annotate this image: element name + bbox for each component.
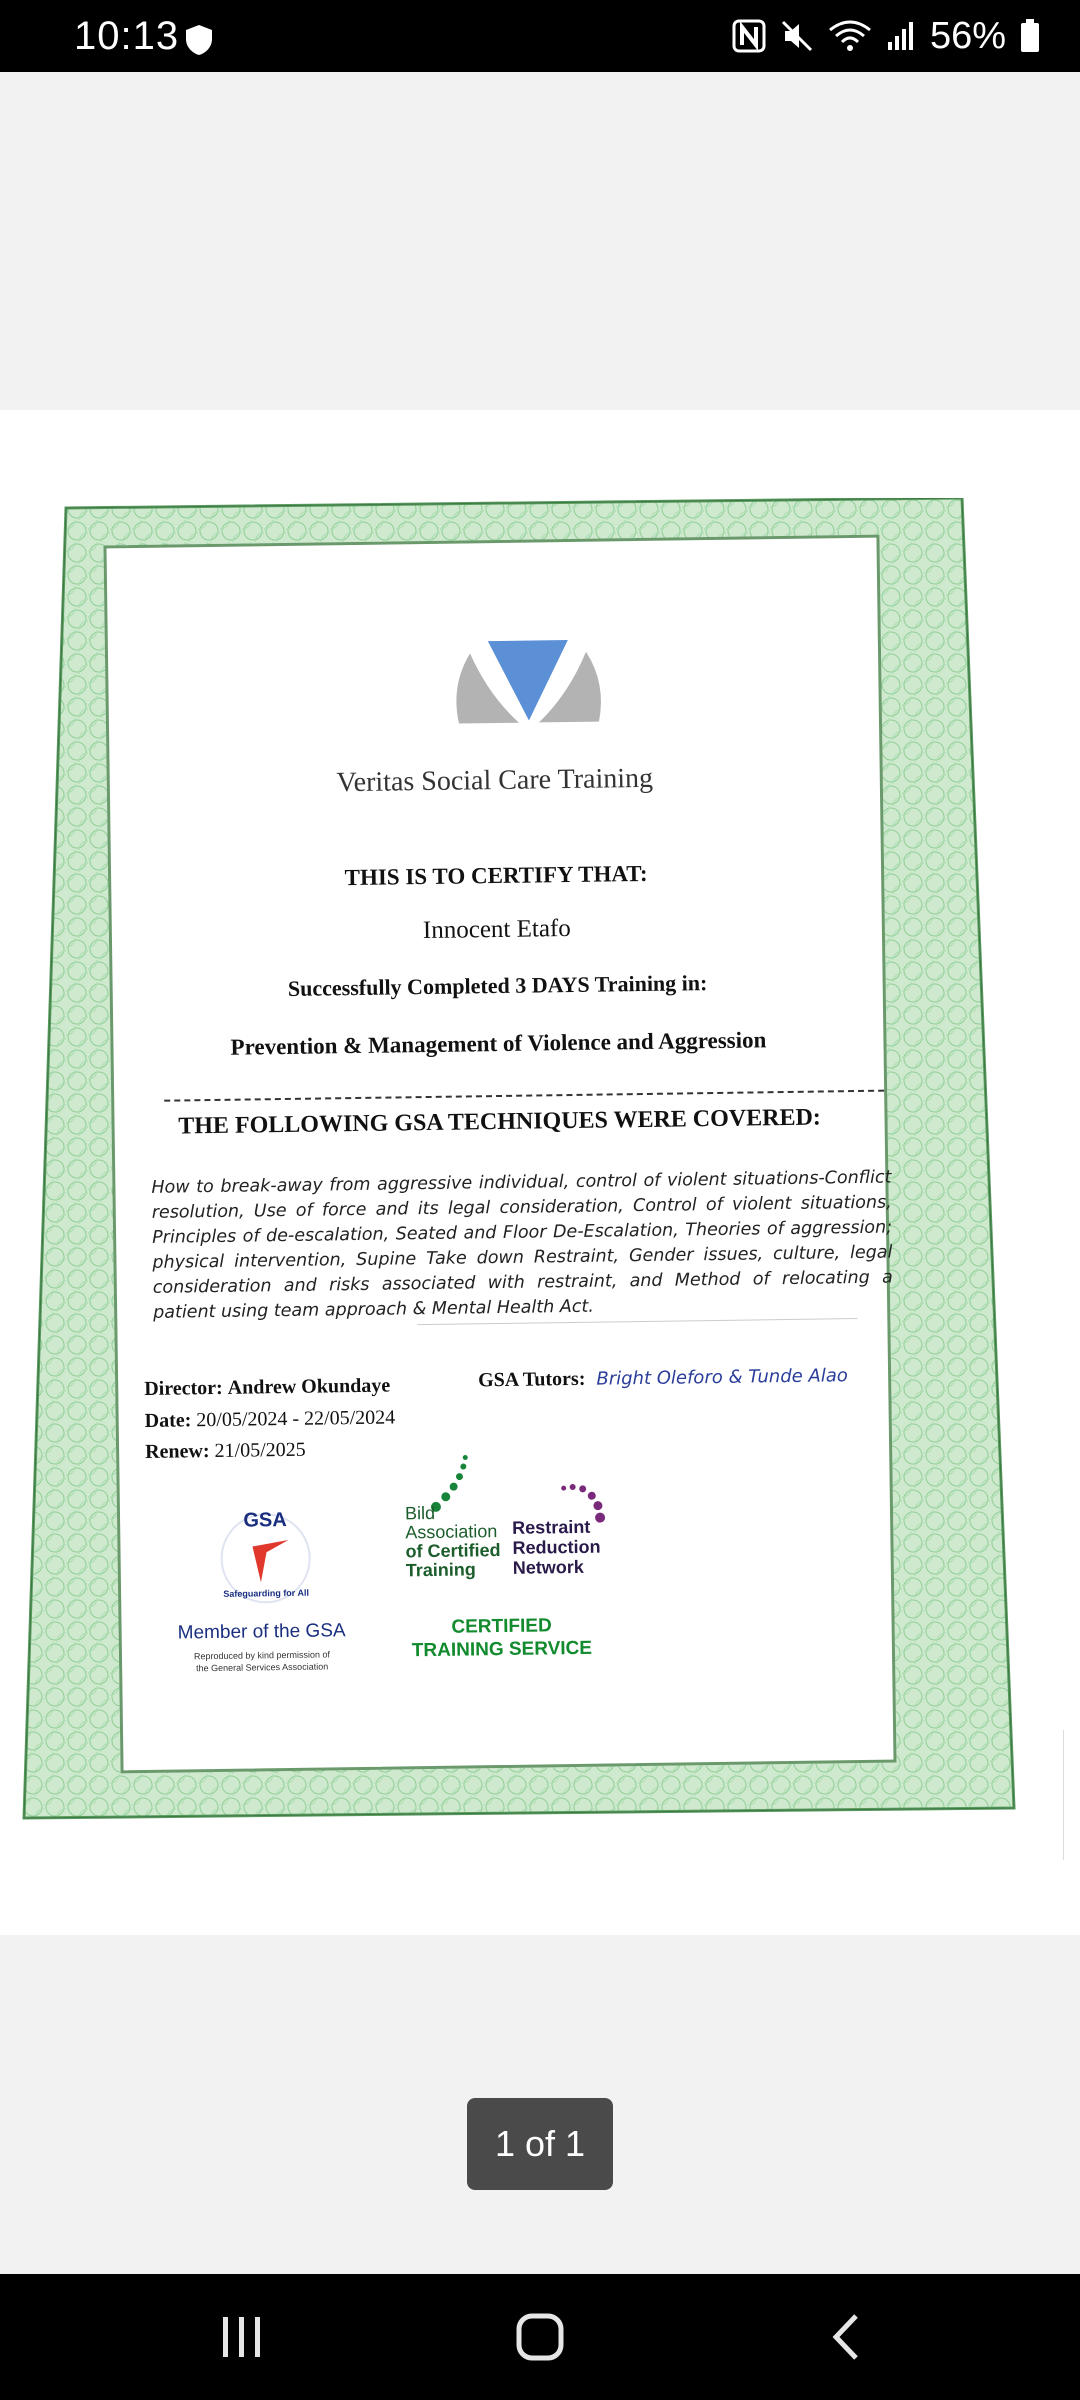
tutors-line (478, 1364, 848, 1392)
mute-icon (780, 19, 814, 53)
scanner-watermark (1063, 1730, 1074, 1860)
gsa-member: Member of the GSA (177, 1620, 346, 1644)
recents-icon (219, 2315, 265, 2359)
renew-value: 21/05/2025 (214, 1438, 306, 1463)
certified-line-2: TRAINING SERVICE (411, 1637, 593, 1662)
completed-line: Successfully Completed 3 DAYS Training in: (287, 970, 708, 1001)
date-value: 20/05/2024 - 22/05/2024 (196, 1406, 396, 1432)
renew-line (145, 1439, 306, 1464)
org-name: Veritas Social Care Training (336, 762, 654, 799)
status-time: 10:13 (74, 14, 180, 58)
director-line (144, 1375, 390, 1401)
back-button[interactable] (745, 2274, 945, 2400)
back-icon (830, 2312, 860, 2362)
director-name: Andrew Okundaye (227, 1374, 391, 1399)
techniques-heading: THE FOLLOWING GSA TECHNIQUES WERE COVERED: (178, 1104, 822, 1140)
gsa-member-sub (162, 1648, 362, 1675)
certified-line-1: CERTIFIED (451, 1615, 552, 1638)
gsa-logo-sub: Safeguarding for All (223, 1587, 310, 1599)
renew-label: Renew: (144, 1440, 210, 1463)
recents-button[interactable] (142, 2274, 342, 2400)
bild-line-1: Bild (404, 1502, 436, 1524)
home-icon (515, 2312, 565, 2362)
battery-percent: 56% (929, 14, 1006, 57)
director-label: Director: (144, 1376, 223, 1400)
bild-line-2: Association (405, 1521, 498, 1543)
course-title: Prevention & Management of Violence and Aggression (230, 1027, 767, 1060)
signal-icon (886, 20, 916, 52)
home-button[interactable] (440, 2274, 640, 2400)
tutors-value: Bright Oleforo & Tunde Alao (596, 1365, 848, 1390)
bild-line-4: Training (405, 1559, 476, 1581)
wifi-icon (828, 18, 872, 54)
gsa-member-sub-2: the General Services Association (196, 1661, 329, 1674)
certificate (0, 498, 1018, 1824)
rrn-line-3: Network (512, 1556, 584, 1578)
certificate-content (103, 535, 896, 1774)
veritas-logo-icon (448, 633, 609, 735)
document-page[interactable] (0, 410, 1080, 1935)
certified-training-service (401, 1614, 602, 1663)
date-label: Date: (144, 1409, 192, 1432)
dashed-divider (164, 1090, 884, 1102)
gsa-logo-icon (200, 1495, 332, 1617)
status-icons (732, 12, 1040, 60)
page-indicator: 1 of 1 (467, 2098, 613, 2190)
shield-icon (185, 24, 213, 56)
battery-icon (1020, 19, 1040, 53)
date-line (145, 1406, 396, 1432)
rrn-line-2: Reduction (512, 1536, 601, 1558)
techniques-body: How to break-away from aggressive individual, control of violent situations-Conflict resolution, Use of force and its legal consideration, Control of violent situations, Principles of de-escalation, Seated and Floor De-Escalation, Theories of aggression; physical intervention, Supine Take down Restraint, Gender issues, culture, legal consideration and risks associated with restraint, and Method of relocating a patient using team approach & Mental Health Act. (151, 1167, 893, 1323)
bild-line-3: of Certified (405, 1540, 501, 1562)
certify-line: THIS IS TO CERTIFY THAT: (344, 860, 648, 891)
rrn-text (512, 1517, 601, 1578)
tutors-label: GSA Tutors: (478, 1367, 586, 1392)
navigation-bar (0, 2274, 1080, 2400)
gsa-logo-text: GSA (243, 1509, 287, 1532)
bild-text (405, 1503, 501, 1580)
status-bar (0, 0, 1080, 72)
recipient-name: Innocent Etafo (422, 914, 571, 945)
gsa-member-sub-1: Reproduced by kind permission of (193, 1649, 331, 1662)
nfc-icon (732, 19, 766, 53)
rrn-line-1: Restraint (512, 1516, 591, 1538)
